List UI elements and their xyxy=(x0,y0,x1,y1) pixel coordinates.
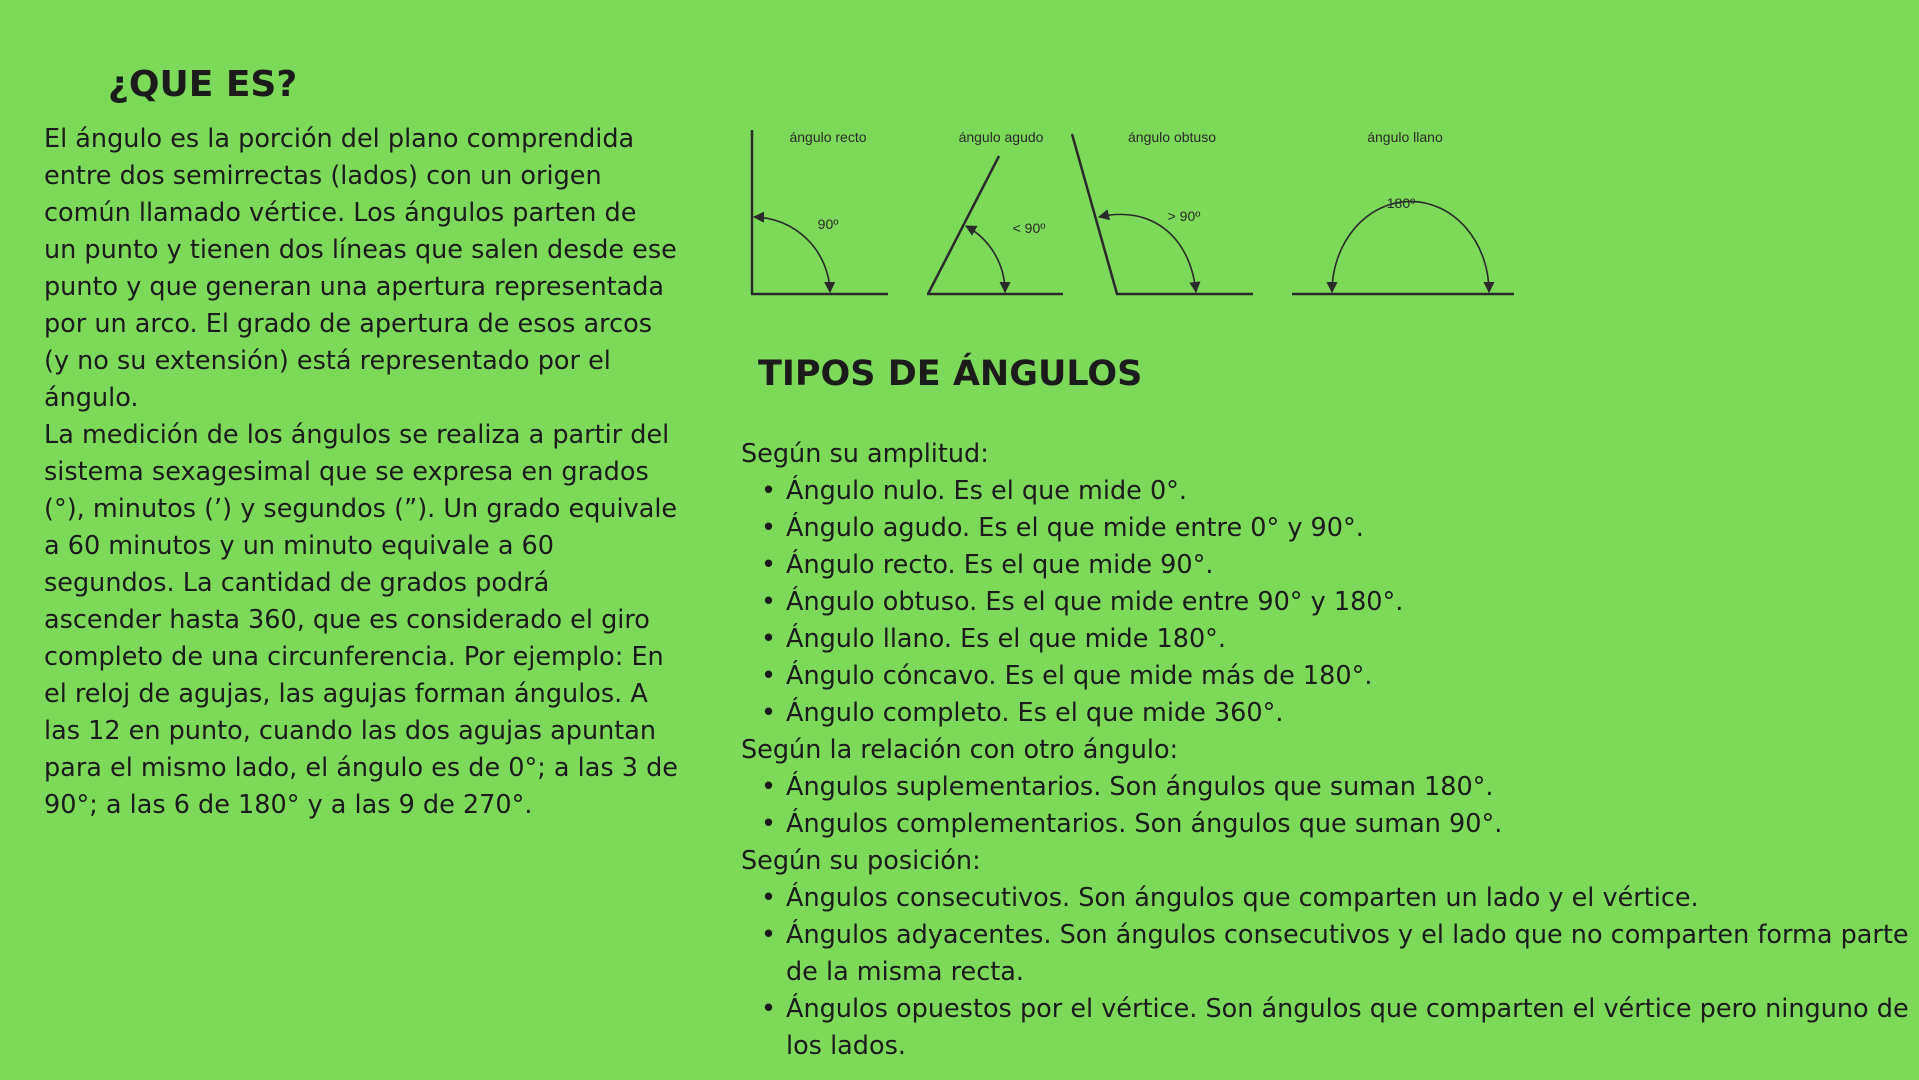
list-item: • Ángulo recto. Es el que mide 90°. xyxy=(786,547,1911,584)
list-item: • Ángulo llano. Es el que mide 180°. xyxy=(786,621,1911,658)
bullet-list xyxy=(741,473,1911,732)
que-es-title: ¿QUE ES? xyxy=(108,64,298,105)
angle-obtuso-label: ángulo obtuso xyxy=(1128,129,1216,145)
list-item: • Ángulos complementarios. Son ángulos que suman 90°. xyxy=(786,806,1911,843)
angle-llano-measure: 180º xyxy=(1386,195,1416,211)
definition-line: punto y que generan una apertura representada xyxy=(44,272,665,302)
section-heading: Según su posición: xyxy=(741,846,981,876)
list-item: • Ángulo agudo. Es el que mide entre 0° y 90°. xyxy=(786,510,1911,547)
angle-obtuso-figure xyxy=(1072,134,1253,294)
definition-line: el reloj de agujas, las agujas forman ángulos. A xyxy=(44,679,648,709)
definition-line: completo de una circunferencia. Por ejemplo: En xyxy=(44,642,664,672)
section-heading: Según la relación con otro ángulo: xyxy=(741,735,1179,765)
angle-agudo-label: ángulo agudo xyxy=(958,129,1044,145)
angle-recto-label: ángulo recto xyxy=(789,129,867,145)
definition-line: común llamado vértice. Los ángulos parten de xyxy=(44,198,637,228)
angle-llano-label: ángulo llano xyxy=(1367,129,1443,145)
angle-recto-measure: 90º xyxy=(817,216,839,232)
angle-obtuso-measure: > 90º xyxy=(1167,208,1201,224)
angle-agudo-measure: < 90º xyxy=(1012,220,1046,236)
angle-recto-figure xyxy=(751,130,888,294)
list-item: • Ángulo nulo. Es el que mide 0°. xyxy=(786,473,1911,510)
definition-line: (y no su extensión) está representado por el xyxy=(44,346,611,376)
angle-types-list xyxy=(741,436,1911,1065)
list-item: • Ángulos suplementarios. Son ángulos que suman 180°. xyxy=(786,769,1911,806)
section-heading: Según su amplitud: xyxy=(741,439,989,469)
bullet-list xyxy=(741,880,1911,1065)
definition-line: El ángulo es la porción del plano comprendida xyxy=(44,124,635,154)
definition-line: ascender hasta 360, que es considerado el giro xyxy=(44,605,650,635)
definition-line: a 60 minutos y un minuto equivale a 60 xyxy=(44,531,554,561)
list-item: • Ángulos adyacentes. Son ángulos consecutivos y el lado que no comparten forma parte de la misma recta. xyxy=(786,917,1911,991)
list-item: • Ángulo completo. Es el que mide 360°. xyxy=(786,695,1911,732)
definition-line: La medición de los ángulos se realiza a partir del xyxy=(44,420,670,450)
definition-line: un punto y tienen dos líneas que salen desde ese xyxy=(44,235,677,265)
definition-line: para el mismo lado, el ángulo es de 0°; a las 3 de xyxy=(44,753,678,783)
angle-llano-figure xyxy=(1292,201,1514,294)
definition-line: por un arco. El grado de apertura de esos arcos xyxy=(44,309,652,339)
definition-line: 90°; a las 6 de 180° y a las 9 de 270°. xyxy=(44,790,533,820)
list-item: • Ángulo obtuso. Es el que mide entre 90° y 180°. xyxy=(786,584,1911,621)
definition-line: ángulo. xyxy=(44,383,139,413)
angle-types-diagram xyxy=(0,0,1919,320)
list-item: • Ángulos opuestos por el vértice. Son ángulos que comparten el vértice pero ninguno de los lados. xyxy=(786,991,1911,1065)
definition-line: las 12 en punto, cuando las dos agujas apuntan xyxy=(44,716,657,746)
bullet-list xyxy=(741,769,1911,843)
list-item: • Ángulo cóncavo. Es el que mide más de 180°. xyxy=(786,658,1911,695)
definition-line: segundos. La cantidad de grados podrá xyxy=(44,568,550,598)
definition-line: sistema sexagesimal que se expresa en grados xyxy=(44,457,649,487)
definition-line: entre dos semirrectas (lados) con un origen xyxy=(44,161,602,191)
tipos-de-angulos-title: TIPOS DE ÁNGULOS xyxy=(758,354,1143,394)
definition-line: (°), minutos (’) y segundos (”). Un grado equivale xyxy=(44,494,678,524)
list-item: • Ángulos consecutivos. Son ángulos que comparten un lado y el vértice. xyxy=(786,880,1911,917)
